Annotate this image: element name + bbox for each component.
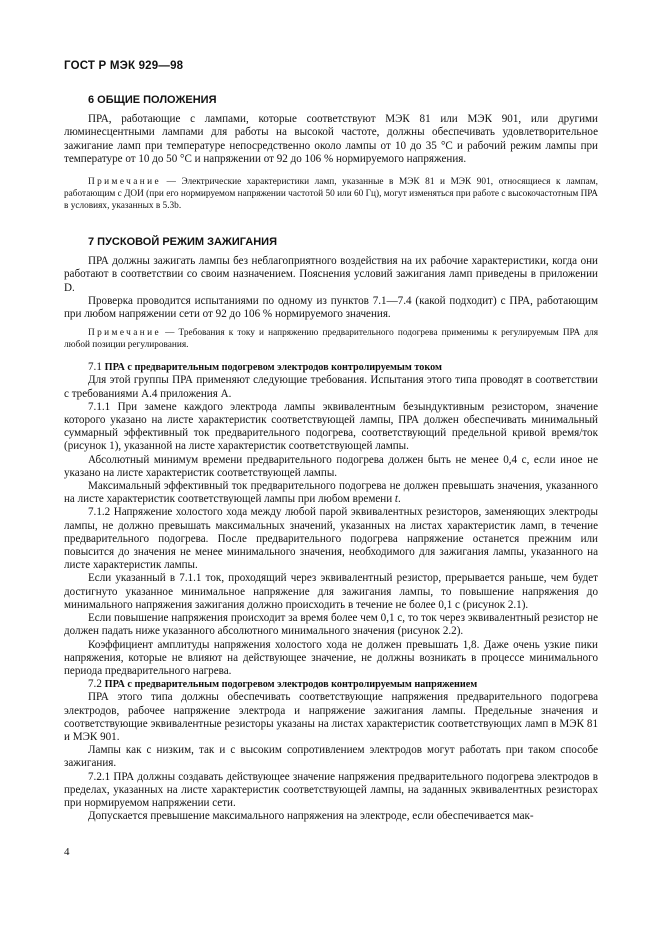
subsection-7-2-heading [64, 678, 598, 691]
note-label: Примечание [88, 177, 161, 188]
note-label: Примечание [88, 328, 161, 339]
clause-7-1-1-paragraph-2: Абсолютный минимум времени предварительного подогрева должен быть не менее 0,4 с, если иное не указано на листе характеристик соответствующей лампы. [64, 453, 598, 479]
subsection-7-1-paragraph: Для этой группы ПРА применяют следующие требования. Испытания этого типа проводят в соответствии с требованиями А.4 приложения А. [64, 374, 598, 400]
subsection-number: 7.2 [88, 678, 102, 691]
section-7-paragraph-2: Проверка проводится испытаниями по одному из пунктов 7.1—7.4 (какой подходит) с ПРА, работающим при любом напряжении сети от 92 до 106 % нормируемого значения. [64, 294, 598, 321]
clause-text-end: . [398, 493, 401, 506]
section-7-note [64, 327, 598, 351]
clause-text: Максимальный эффективный ток предварительного подогрева не должен превышать значения, указанного на листе характеристик соответствующей лампы при любом времени [64, 480, 598, 506]
subsection-7-2-paragraph-2: Лампы как с низким, так и с высоким сопротивлением электродов могут работать при таком способе зажигания. [64, 744, 598, 770]
clause-7-2-1-paragraph-1: 7.2.1 ПРА должны создавать действующее значение напряжения предварительного подогрева электродов в пределах, указанных на листе характеристик соответствующей лампы, на заданных эквивалентных резисторах при нормируемом напряжении сети. [64, 770, 598, 809]
clause-7-1-2-paragraph-2: Если указанный в 7.1.1 ток, проходящий через эквивалентный резистор, прерывается раньше, чем будет достигнуто указанное минимальное напряжение для зажигания лампы, то повышение напряжения до минимального напряжения зажигания должно происходить в течение не более 0,1 с (рисунок 2.1). [64, 572, 598, 611]
clause-7-2-1-paragraph-2: Допускается превышение максимального напряжения на электроде, если обеспечивается мак- [88, 810, 534, 823]
subsection-7-2-paragraph-1: ПРА этого типа должны обеспечивать соответствующие напряжения предварительного подогрева электродов, рабочее напряжение электрода и напряжение зажигания лампы. Предельные значения и соответствующие эквивалентные резисторы указаны на листах характеристик соответствующих ламп в МЭК 81 и МЭК 901. [64, 691, 598, 743]
page-content [64, 88, 598, 823]
subsection-number: 7.1 [88, 361, 102, 374]
note-text: — Требования к току и напряжению предварительного подогрева применимы к регулируемым ПРА для любой позиции регулирования. [64, 328, 598, 351]
clause-7-1-1-paragraph-1: 7.1.1 При замене каждого электрода лампы эквивалентным безындуктивным резистором, значение которого указано на листе характеристик соответствующей лампы, ПРА должен обеспечивать минимальный суммарный эффективный ток предварительного подогрева, соответствующий предельной кривой время/ток (рисунок 1), указанной на листе характеристик соответствующей лампы. [64, 400, 598, 453]
subsection-title: ПРА с предварительным подогревом электродов контролируемым напряжением [104, 679, 478, 691]
section-6-note [64, 176, 598, 212]
section-6-paragraph: ПРА, работающие с лампами, которые соответствуют МЭК 81 или МЭК 901, или другими люминесцентными лампами для работы на высокой частоте, должны обеспечивать удовлетворительное зажигание ламп при температуре непосредственно около лампы от 10 до 35 °С и рабочий режим лампы при температуре от 10 до 50 °С и напряжении от 92 до 106 % нормируемого напряжения. [64, 113, 598, 165]
section-7-title: 7 ПУСКОВОЙ РЕЖИМ ЗАЖИГАНИЯ [88, 236, 277, 249]
subsection-title: ПРА с предварительным подогревом электродов контролируемым током [104, 362, 442, 374]
section-6-title: 6 ОБЩИЕ ПОЛОЖЕНИЯ [88, 94, 217, 106]
time-variable: t [394, 493, 399, 506]
subsection-7-1-heading [64, 361, 598, 374]
note-text: — Электрические характеристики ламп, указанные в МЭК 81 и МЭК 901, относящиеся к лампам, работающим с ДОИ (при его нормируемом напряжении частотой 50 или 60 Гц), могут изменяться при работе с высокочастотным ПРА в условиях, указанных в 5.3b. [64, 177, 598, 212]
standard-header: ГОСТ Р МЭК 929—98 [64, 60, 184, 72]
page-number: 4 [64, 846, 70, 858]
clause-7-1-2-paragraph-1: 7.1.2 Напряжение холостого хода между любой парой эквивалентных резисторов, заменяющих электроды лампы, не должно превышать максимальных значений, указанных на листах характеристик ламп, в течение предварительного подогрева. После предварительного подогрева напряжение останется прежним или повысится до значения не менее минимального значения, необходимого для зажигания лампы, указанного на листе характеристик лампы. [64, 506, 598, 572]
section-7-paragraph-1: ПРА должны зажигать лампы без неблагоприятного воздействия на их рабочие характеристики, когда они работают в соответствии со своим назначением. Пояснения условий зажигания ламп приведены в приложении D. [64, 255, 598, 294]
clause-7-1-1-paragraph-3 [64, 480, 598, 506]
clause-7-1-2-paragraph-3: Если повышение напряжения происходит за время более чем 0,1 с, то ток через эквивалентный резистор не должен падать ниже указанного абсолютного минимального значения (рисунок 2.2). [64, 612, 598, 638]
clause-7-1-2-paragraph-4: Коэффициент амплитуды напряжения холостого хода не должен превышать 1,8. Даже очень узкие пики напряжения, которые не влияют на действующее значение, не должны возникать в процессе минимального периода предварительного нагрева. [64, 638, 598, 677]
